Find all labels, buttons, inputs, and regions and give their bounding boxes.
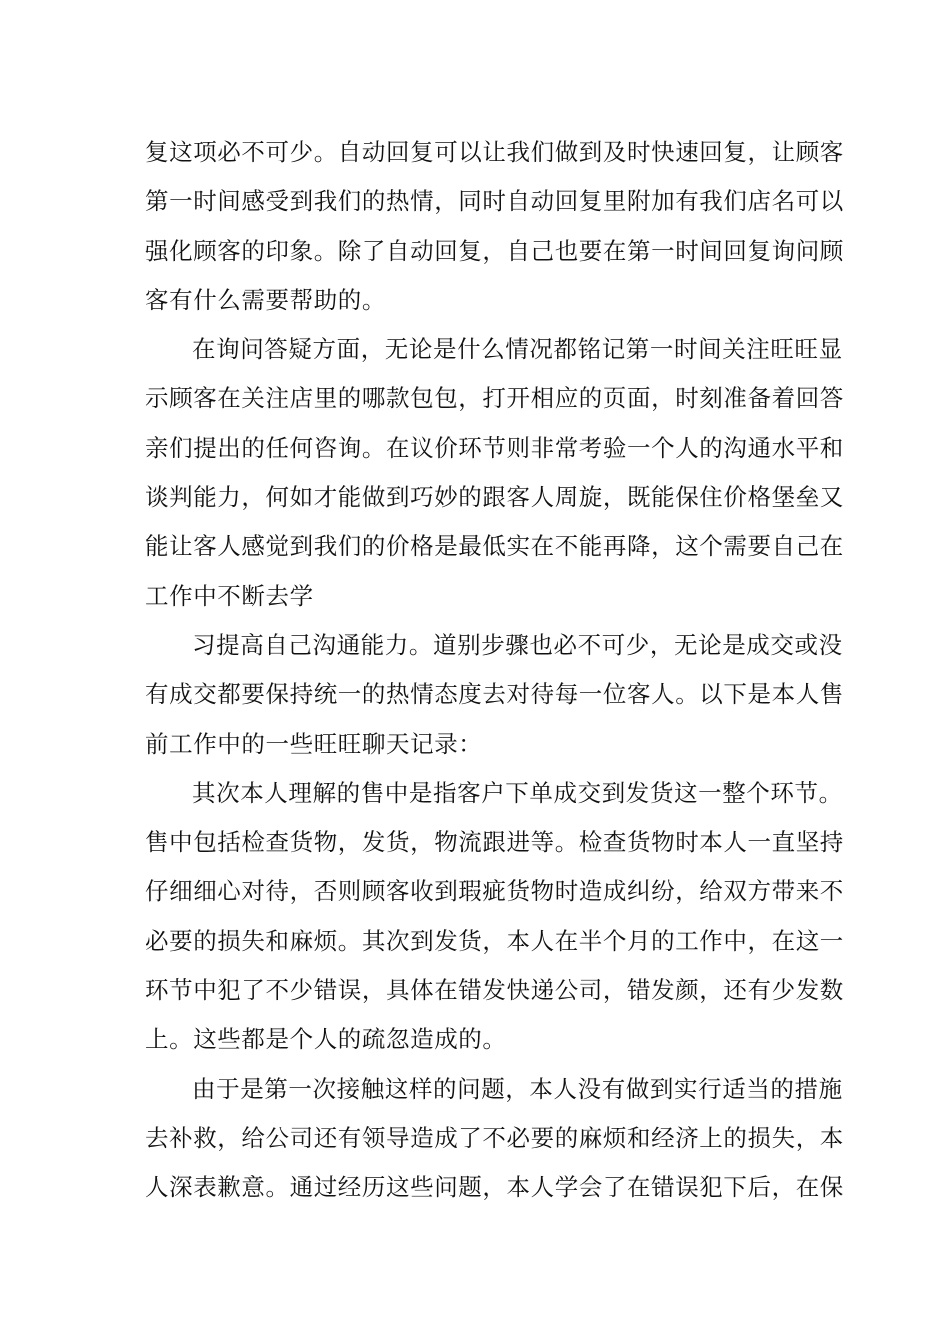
text-line: 仔细细心对待，否则顾客收到瑕疵货物时造成纠纷，给双方带来不 (145, 877, 844, 906)
text-line: 售中包括检查货物，发货，物流跟进等。检查货物时本人一直坚持 (145, 828, 844, 857)
paragraph-first-line: 在询问答疑方面，无论是什么情况都铭记第一时间关注旺旺显 (192, 335, 843, 364)
text-line: 强化顾客的印象。除了自动回复，自己也要在第一时间回复询问顾 (145, 236, 844, 265)
paragraph-first-line: 习提高自己沟通能力。道别步骤也必不可少，无论是成交或没 (192, 630, 843, 659)
paragraph-first-line: 其次本人理解的售中是指客户下单成交到发货这一整个环节。 (192, 778, 843, 807)
text-line: 环节中犯了不少错误，具体在错发快递公司，错发颜，还有少发数 (145, 976, 844, 1005)
text-line: 第一时间感受到我们的热情，同时自动回复里附加有我们店名可以 (145, 187, 844, 216)
text-line: 工作中不断去学 (145, 581, 314, 610)
text-line: 复这项必不可少。自动回复可以让我们做到及时快速回复，让顾客 (145, 138, 844, 166)
text-line: 去补救，给公司还有领导造成了不必要的麻烦和经济上的损失，本 (145, 1123, 844, 1152)
text-line: 上。这些都是个人的疏忽造成的。 (145, 1025, 507, 1054)
text-line: 人深表歉意。通过经历这些问题，本人学会了在错误犯下后，在保 (145, 1173, 844, 1202)
body-text (145, 128, 844, 1213)
text-line: 前工作中的一些旺旺聊天记录： (145, 729, 483, 758)
text-line: 必要的损失和麻烦。其次到发货，本人在半个月的工作中，在这一 (145, 926, 844, 955)
text-line: 能让客人感觉到我们的价格是最低实在不能再降，这个需要自己在 (145, 532, 844, 561)
text-line: 示顾客在关注店里的哪款包包，打开相应的页面，时刻准备着回答 (145, 384, 844, 413)
text-line: 亲们提出的任何咨询。在议价环节则非常考验一个人的沟通水平和 (145, 433, 844, 462)
paragraph-first-line: 由于是第一次接触这样的问题，本人没有做到实行适当的措施 (192, 1074, 843, 1103)
text-line: 客有什么需要帮助的。 (145, 285, 386, 314)
text-line: 有成交都要保持统一的热情态度去对待每一位客人。以下是本人售 (145, 680, 844, 709)
text-line: 谈判能力，何如才能做到巧妙的跟客人周旋，既能保住价格堡垒又 (145, 483, 844, 512)
